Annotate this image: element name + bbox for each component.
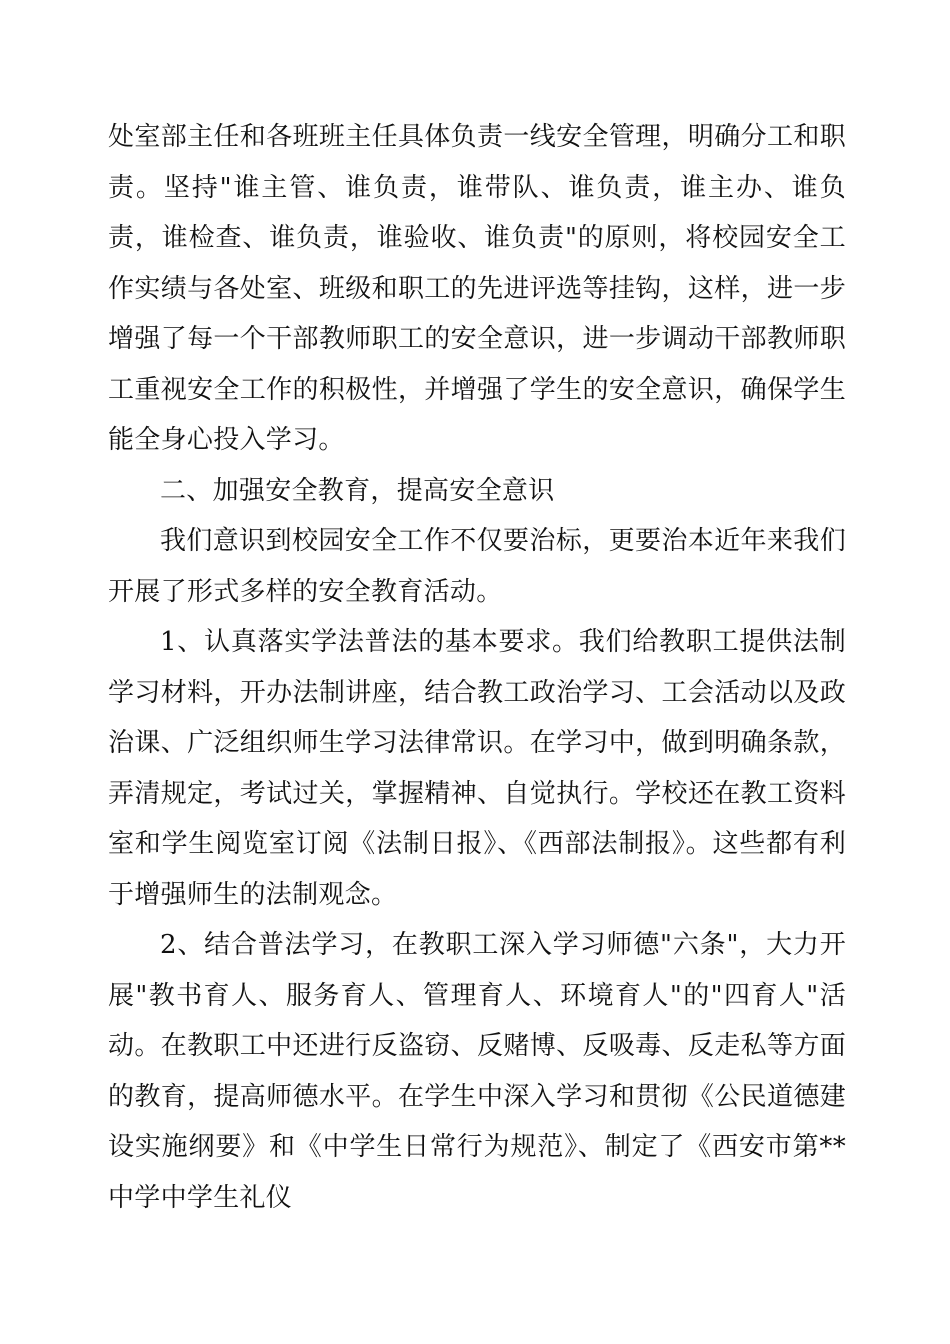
paragraph-item-2: 2、结合普法学习，在教职工深入学习师德"六条"，大力开展"教书育人、服务育人、管理育人、环境育人"的"四育人"活动。在教职工中还进行反盗窃、反赌博、反吸毒、反走私等方面的教育，提高师德水平。在学生中深入学习和贯彻《公民道德建设实施纲要》和《中学生日常行为规范》、制定了《西安市第**中学中学生礼仪 <box>108 930 846 1213</box>
paragraph-intro: 我们意识到校园安全工作不仅要治标，更要治本近年来我们开展了形式多样的安全教育活动。 <box>108 526 846 607</box>
paragraph-continuation: 处室部主任和各班班主任具体负责一线安全管理，明确分工和职责。坚持"谁主管、谁负责，谁带队、谁负责，谁主办、谁负责，谁检查、谁负责，谁验收、谁负责"的原则，将校园安全工作实绩与各处室、班级和职工的先进评选等挂钩，这样，进一步增强了每一个干部教师职工的安全意识，进一步调动干部教师职工重视安全工作的积极性，并增强了学生的安全意识，确保学生能全身心投入学习。 <box>108 122 846 455</box>
document-body <box>108 112 846 1223</box>
section-heading: 二、加强安全教育，提高安全意识 <box>160 475 555 506</box>
paragraph-item-1: 1、认真落实学法普法的基本要求。我们给教职工提供法制学习材料，开办法制讲座，结合教工政治学习、工会活动以及政治课、广泛组织师生学习法律常识。在学习中，做到明确条款，弄清规定，考试过关，掌握精神、自觉执行。学校还在教工资料室和学生阅览室订阅《法制日报》、《西部法制报》。这些都有利于增强师生的法制观念。 <box>108 627 846 910</box>
